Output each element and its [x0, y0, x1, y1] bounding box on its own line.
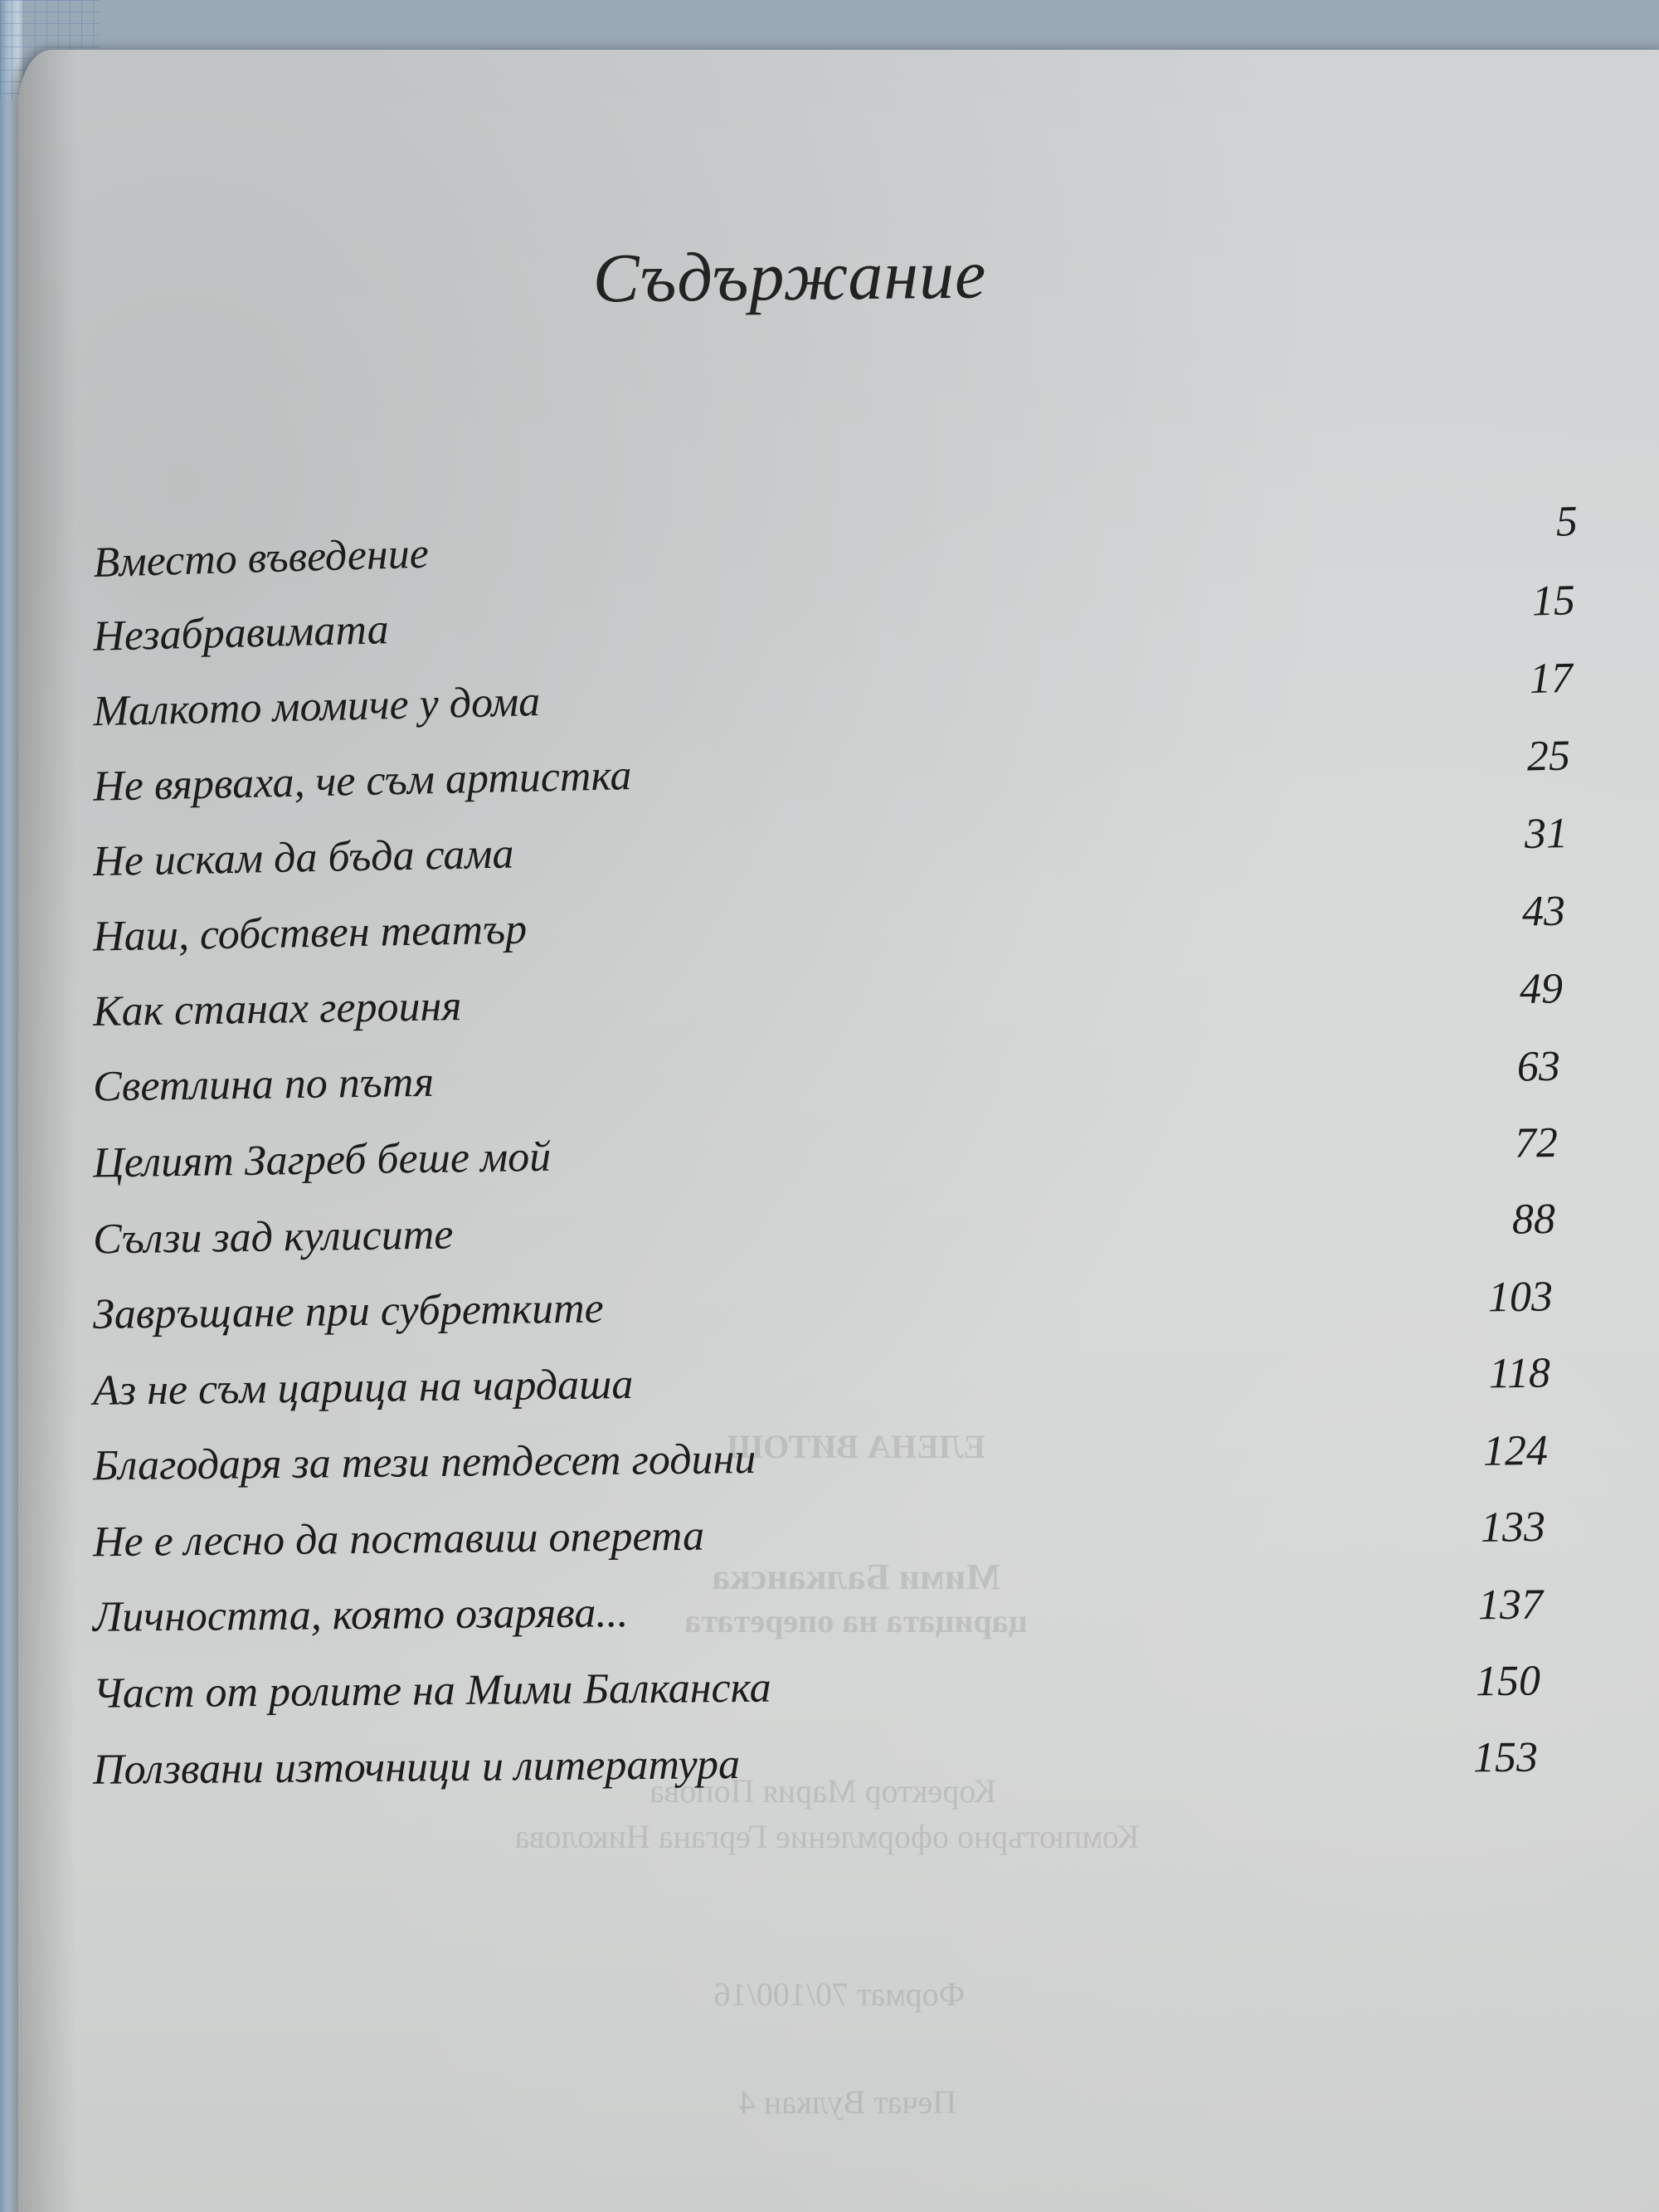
toc-entry-title: Аз не съм царица на чардаша [92, 1360, 634, 1415]
toc-entry-title: Не е лесно да поставиш оперета [92, 1512, 705, 1566]
toc-entry-page-number: 150 [1475, 1657, 1541, 1706]
toc-entry [93, 1564, 1579, 1654]
toc-entry-page-number: 43 [1521, 887, 1566, 936]
toc-entry [93, 1717, 1579, 1806]
toc-entry [93, 1487, 1579, 1579]
page-spine-shadow [18, 50, 76, 2212]
toc-entry-page-number: 49 [1519, 965, 1564, 1014]
toc-entry-title: Личността, която озарява... [92, 1589, 629, 1641]
toc-entry-title: Част от ролите на Мими Балканска [92, 1664, 771, 1717]
toc-entry-title: Не вярваха, че съм артистка [92, 752, 632, 811]
toc-entry-title: Не искам да бъда сама [92, 830, 514, 886]
toc-entry-title: Как станах героиня [92, 982, 462, 1036]
toc-entry-page-number: 137 [1477, 1581, 1544, 1630]
toc-entry-page-number: 133 [1480, 1503, 1546, 1552]
toc-entry-title: Светлина по пътя [92, 1058, 435, 1111]
bleed-through-format: Формат 70/100/16 [713, 1976, 966, 2013]
toc-entry-page-number: 103 [1487, 1273, 1554, 1322]
toc-entry-page-number: 15 [1531, 577, 1576, 626]
bleed-through-print: Печат Вулкан 4 [738, 2083, 957, 2121]
toc-entry-page-number: 25 [1526, 732, 1571, 781]
toc-entry-page-number: 72 [1514, 1118, 1559, 1167]
toc-entry-page-number: 118 [1488, 1349, 1551, 1398]
toc-entry-title: Целият Загреб беше мой [92, 1133, 552, 1187]
page-title: Съдържание [592, 236, 987, 318]
table-of-contents [92, 498, 1579, 1800]
toc-entry-page-number: 5 [1554, 498, 1579, 546]
toc-entry-page-number: 124 [1482, 1427, 1549, 1475]
toc-entry-title: Благодаря за тези петдесет години [92, 1435, 757, 1490]
toc-entry-page-number: 63 [1516, 1042, 1561, 1091]
toc-entry-title: Вместо въведение [92, 529, 430, 587]
toc-entry-title: Незабравимата [92, 606, 390, 660]
bleed-through-book-title: Мими Балканска [712, 1557, 1000, 1597]
toc-entry-title: Сълзи зад кулисите [92, 1211, 454, 1264]
toc-entry-page-number: 31 [1524, 810, 1569, 859]
bleed-through-author: ЕЛЕНА ВИТОШ [727, 1428, 985, 1465]
book-page [18, 50, 1659, 2212]
bleed-through-subtitle: царицата на оперетата [684, 1602, 1028, 1640]
toc-entry-title: Завръщане при субретките [92, 1284, 605, 1338]
toc-entry-title: Наш, собствен театър [92, 905, 528, 961]
toc-entry-title: Ползвани източници и литература [92, 1741, 741, 1794]
toc-entry [93, 1640, 1579, 1730]
toc-entry-page-number: 17 [1529, 654, 1574, 704]
toc-entry-page-number: 88 [1511, 1195, 1556, 1244]
bleed-through-editor: Коректор Мария Попова [649, 1772, 996, 1810]
toc-entry-page-number: 153 [1472, 1733, 1539, 1782]
toc-entry-title: Малкото момиче у дома [92, 678, 541, 736]
bleed-through-layout: Компютърно оформление Гергана Николова [514, 1818, 1140, 1855]
